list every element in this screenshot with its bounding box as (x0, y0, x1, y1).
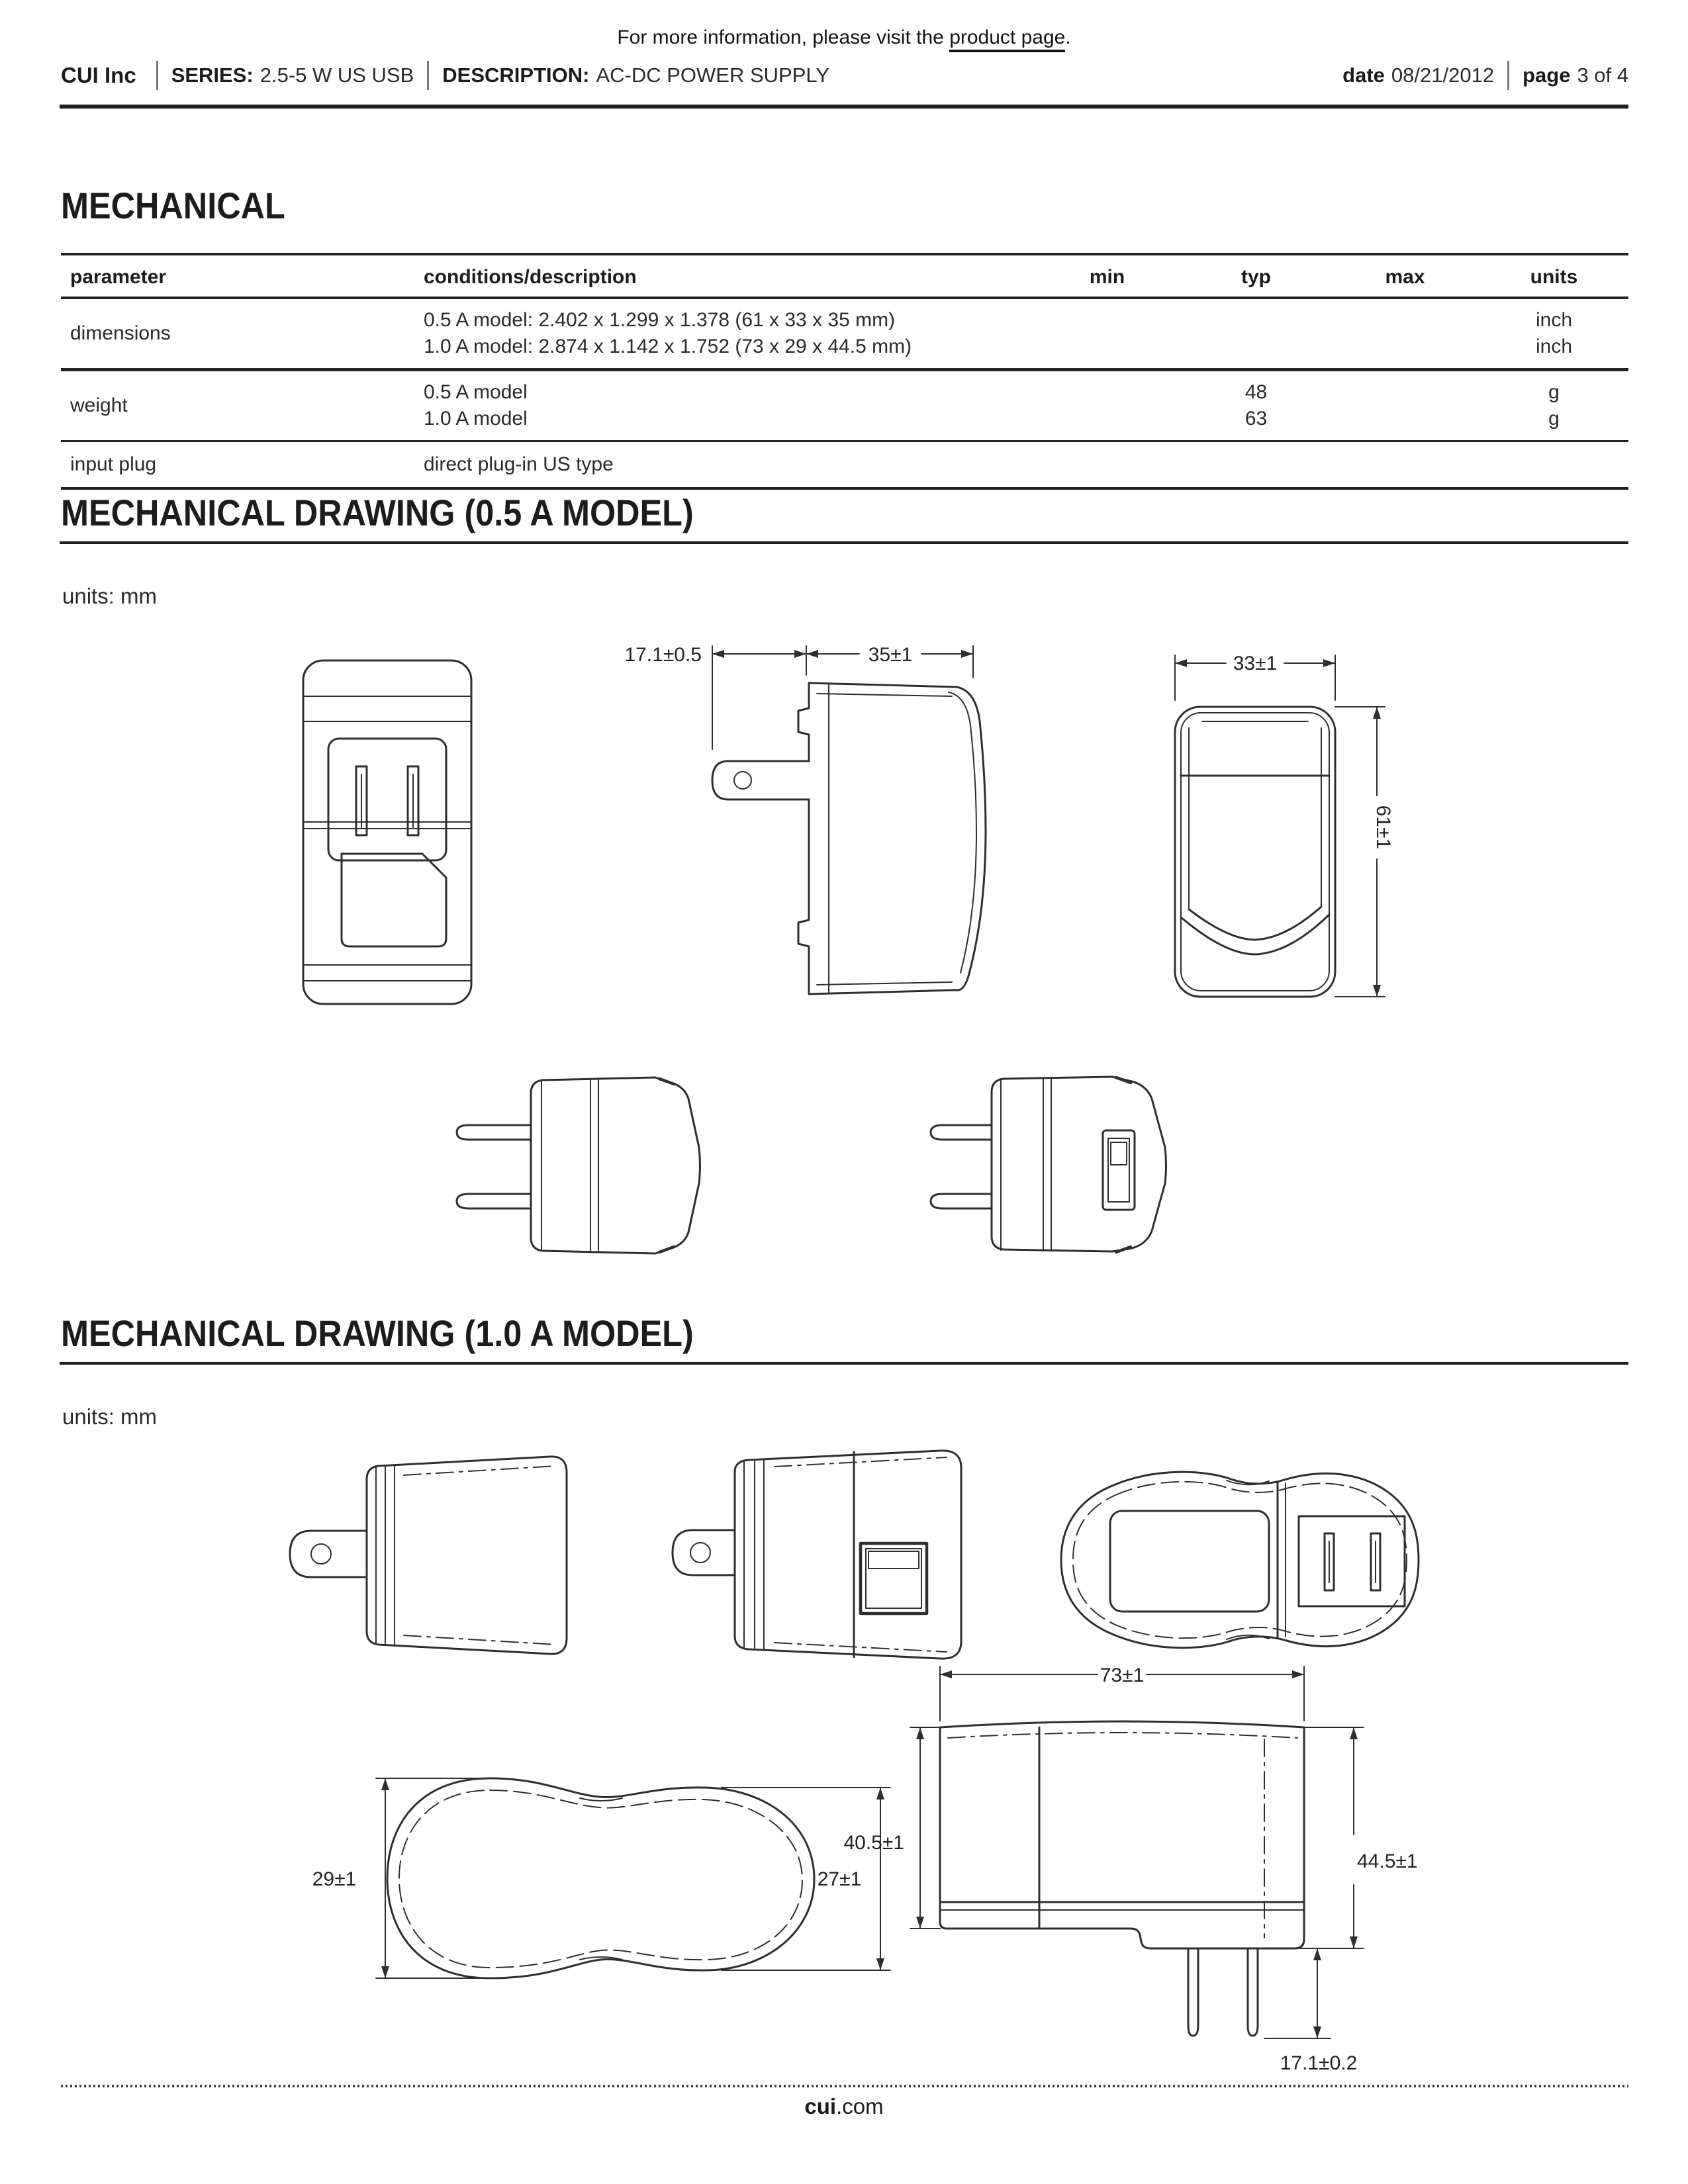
typ-cell: 48 63 (1244, 381, 1268, 430)
drawing-10-side-view (271, 1446, 596, 1664)
drawing-10-heading: MECHANICAL DRAWING (1.0 A MODEL) (61, 1312, 694, 1354)
info-line (0, 26, 1688, 49)
drawing-05-bottom-view (914, 1067, 1205, 1265)
drawing-05-top-view (437, 1067, 722, 1265)
min-cell (1033, 451, 1182, 478)
company-name: CUI Inc (61, 63, 136, 87)
mechanical-heading: MECHANICAL (61, 185, 285, 226)
conditions-cell (424, 379, 1033, 432)
dim-label: 33±1 (1233, 653, 1278, 674)
dim-label: 73±1 (1100, 1664, 1145, 1686)
drawing-05-heading: MECHANICAL DRAWING (0.5 A MODEL) (61, 492, 694, 533)
dim-label: 17.1±0.2 (1280, 2052, 1358, 2074)
table-row (61, 442, 1628, 490)
units-cell: g g (1548, 381, 1560, 430)
max-cell (1331, 379, 1479, 432)
footer-site-rest: .com (836, 2094, 884, 2118)
table-row (61, 299, 1628, 371)
dim-label: 29±1 (312, 1868, 357, 1890)
header-rule (60, 105, 1628, 109)
date-label: date (1342, 64, 1385, 87)
footer-site (0, 2094, 1688, 2119)
dim-label: 35±1 (868, 644, 913, 666)
dim-label: 17.1±0.5 (624, 644, 702, 666)
col-min: min (1089, 266, 1125, 288)
info-suffix: . (1065, 26, 1071, 48)
units-note: units: mm (62, 584, 158, 608)
mechanical-table (61, 253, 1628, 490)
drawing-05-side-view (596, 629, 1000, 1013)
page-value: 3 of 4 (1577, 64, 1628, 87)
drawing-05-back-view (1112, 629, 1410, 1013)
units-cell (1479, 451, 1628, 478)
conditions-cell (424, 307, 1033, 360)
conditions-line: direct plug-in US type (424, 453, 614, 475)
product-page-link[interactable]: product page (949, 26, 1065, 52)
header-left (61, 61, 829, 90)
footer-dotted-rule (61, 2085, 1628, 2087)
dim-label: 27±1 (817, 1868, 862, 1890)
section-rule (60, 541, 1628, 544)
units-note: units: mm (62, 1404, 158, 1429)
max-cell (1331, 307, 1479, 360)
col-typ: typ (1241, 266, 1271, 288)
dim-label: 40.5±1 (843, 1832, 904, 1854)
drawing-10-top-view (291, 1717, 907, 2002)
date-value: 08/21/2012 (1391, 64, 1495, 87)
page-label: page (1523, 64, 1571, 87)
dim-label: 44.5±1 (1357, 1850, 1418, 1872)
drawing-05-front-view (298, 655, 477, 1009)
min-cell (1033, 379, 1182, 432)
header-divider (1507, 61, 1509, 90)
footer-site-bold: cui (804, 2094, 837, 2118)
section-rule (60, 1362, 1628, 1365)
series-label: SERIES: (171, 64, 254, 87)
info-prefix: For more information, please visit the (617, 26, 950, 48)
param-cell: dimensions (70, 322, 171, 344)
header-right (1342, 61, 1628, 90)
table-row (61, 371, 1628, 442)
col-parameter: parameter (70, 266, 167, 288)
dim-label: 61±1 (1372, 805, 1394, 850)
col-units: units (1530, 266, 1578, 288)
max-cell (1331, 451, 1479, 478)
drawing-10-dimensioned-side-view (841, 1608, 1423, 2085)
min-cell (1033, 307, 1182, 360)
description-label: DESCRIPTION: (442, 64, 590, 87)
conditions-line: 1.0 A model (424, 408, 528, 430)
conditions-line: 0.5 A model (424, 381, 528, 403)
description-value: AC-DC POWER SUPPLY (596, 64, 830, 87)
conditions-line: 1.0 A model: 2.874 x 1.142 x 1.752 (73 x 29 x 44.5 mm) (424, 336, 912, 357)
units-cell: inch inch (1535, 309, 1573, 357)
param-cell: input plug (70, 453, 157, 475)
conditions-line: 0.5 A model: 2.402 x 1.299 x 1.378 (61 x 33 x 35 mm) (424, 309, 896, 331)
typ-cell (1182, 451, 1331, 478)
col-max: max (1385, 266, 1425, 288)
header-divider (156, 61, 158, 90)
header-divider (427, 61, 429, 90)
col-conditions: conditions/description (424, 266, 637, 288)
conditions-cell (424, 451, 1033, 478)
typ-cell (1182, 307, 1331, 360)
table-header-row (61, 255, 1628, 299)
param-cell: weight (70, 394, 128, 416)
series-value: 2.5-5 W US USB (259, 64, 414, 87)
